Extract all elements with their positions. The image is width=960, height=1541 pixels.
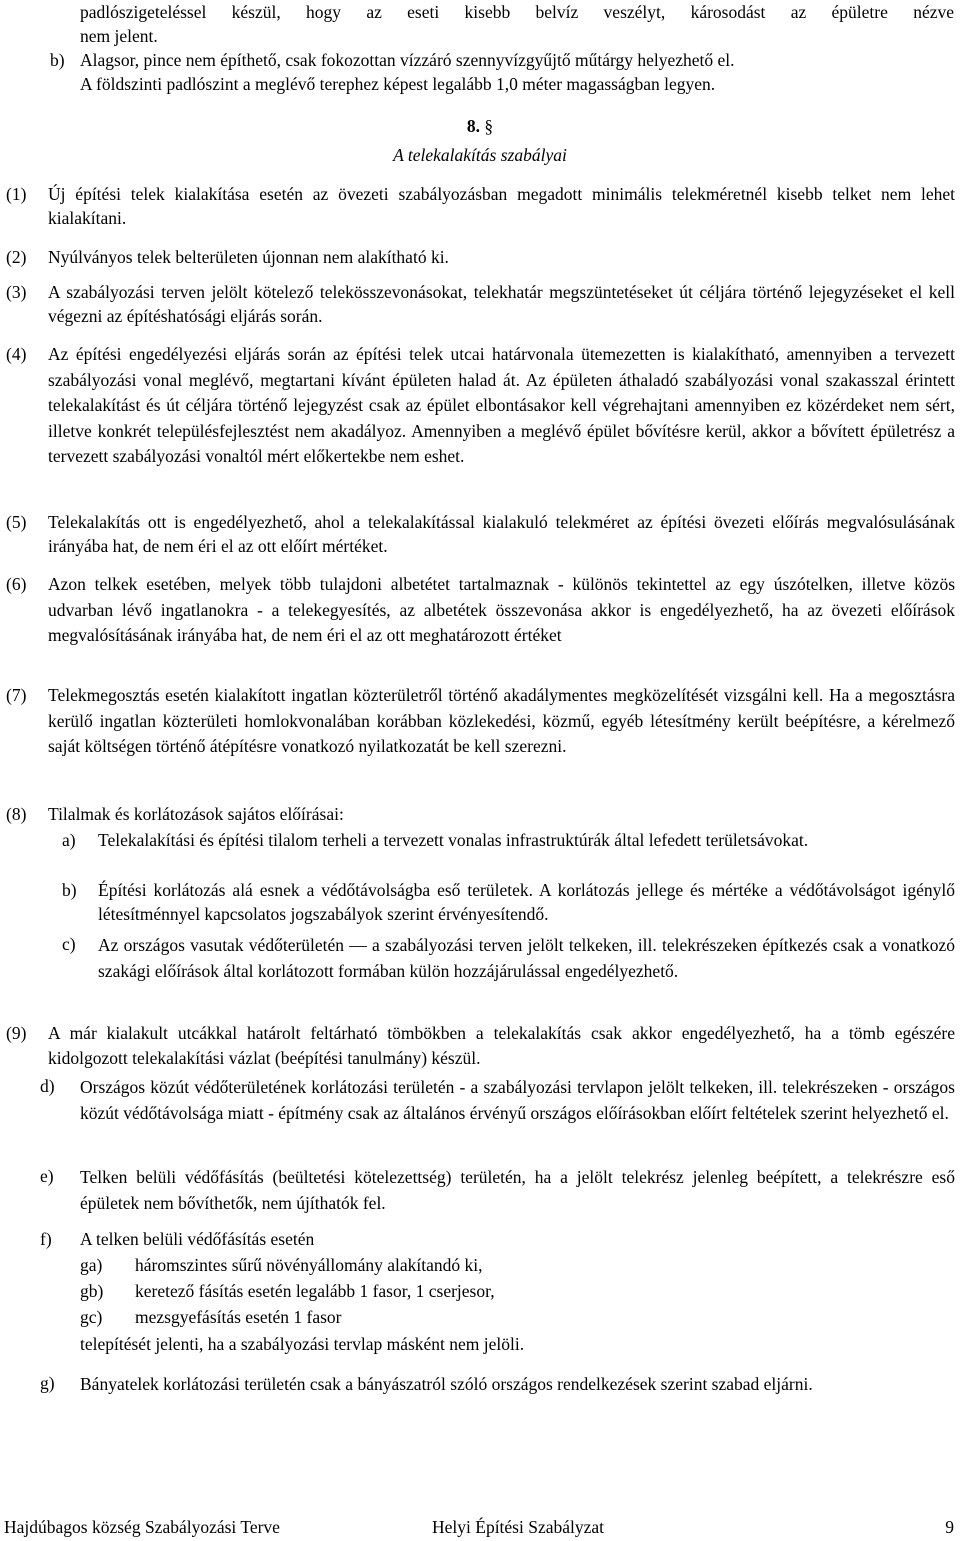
para-9-e-label: e) [40,1166,54,1186]
para-8-text: Tilalmak és korlátozások sajátos előírásai: [48,804,344,824]
intro-b-label: b) [50,50,65,70]
para-9-f-text: A telken belüli védőfásítás esetén [80,1229,315,1249]
para-9-d-label: d) [40,1076,55,1096]
para-5-num: (5) [6,512,27,532]
intro-line-2: nem jelent. [80,26,158,46]
para-9-g-text: Bányatelek korlátozási területén csak a bányászatról szóló országos rendelkezések szerint szabad eljárni. [80,1374,813,1394]
para-1-text: Új építési telek kialakítása esetén az övezeti szabályozásban megadott minimális telekméretnél kisebb telket nem lehet kialakítani. [48,184,955,228]
para-9-num: (9) [6,1023,27,1043]
footer-page-number: 9 [945,1517,954,1537]
para-3-num: (3) [6,282,27,302]
intro-b-line-1: Alagsor, pince nem építhető, csak fokozottan vízzáró szennyvízgyűjtő műtárgy helyezhető el. [80,50,735,70]
para-8-c-label: c) [62,934,76,954]
intro-b-line-2: A földszinti padlószint a meglévő terephez képest legalább 1,0 méter magasságban legyen. [80,74,716,94]
para-9-ga-label: ga) [80,1255,103,1275]
para-8-a-label: a) [62,830,76,850]
footer-section-title: Helyi Építési Szabályzat [432,1517,605,1537]
page-footer [0,1515,960,1539]
para-9-gb-label: gb) [80,1281,104,1301]
section-number-text: 8. [466,116,480,136]
para-6-num: (6) [6,574,27,594]
para-9-f-tail: telepítését jelenti, ha a szabályozási tervlap másként nem jelöli. [80,1334,525,1354]
para-9-f-label: f) [40,1229,52,1249]
section-number [0,114,960,138]
para-9-e-text: Telken belüli védőfásítás (beültetési kötelezettség) területén, ha a jelölt telekrész jelenleg beépített, a telekrészre eső épületek nem bővíthetők, nem újíthatók fel. [80,1167,955,1213]
section-title: A telekalakítás szabályai [393,145,567,165]
para-5-text: Telekalakítás ott is engedélyezhető, ahol a telekalakítással kialakuló telekméret az építési övezeti előírás megvalósulásának irányába hat, de nem éri el az ott előírt mértéket. [48,512,955,556]
para-7-text: Telekmegosztás esetén kialakított ingatlan közterületről történő akadálymentes megközelítését vizsgálni kell. Ha a megosztásra kerülő ingatlan közterületi homlokvonalában korábban közlekedési, közmű, egyéb létesítmény került beépítésre, a kérelmező saját költségen történő átépítésre vonatkozó nyilatkozatát be kell szerezni. [48,685,955,756]
para-9-gb-text: keretező fásítás esetén legalább 1 fasor, 1 cserjesor, [135,1281,495,1301]
section-symbol: § [484,116,494,136]
para-8-num: (8) [6,804,27,824]
para-8-a-text: Telekalakítási és építési tilalom terheli a tervezett vonalas infrastruktúrák által lefedett területsávokat. [98,830,809,850]
para-2-num: (2) [6,247,27,267]
para-9-ga-text: háromszintes sűrű növényállomány alakítandó ki, [135,1255,483,1275]
para-4-text: Az építési engedélyezési eljárás során az építési telek utcai határvonala ütemezetten is kialakítható, amennyiben a tervezett szabályozási vonal meglévő, megtartani kívánt épületen halad át. Az épületen áthaladó szabályozási vonal szakasszal érintett telekalakítást és út céljára történő lejegyzést csak az épület elbontásakor kell végrehajtani amennyiben ez közérdeket nem sért, illetve konkrét településfejlesztést nem akadályoz. Amennyiben a meglévő épület bővítésre kerül, akkor a bővített épületrész a tervezett szabályozási vonaltól mért előkertekbe nem eshet. [48,344,955,467]
footer-document-title: Hajdúbagos község Szabályozási Terve [4,1517,280,1537]
para-8-c-text: Az országos vasutak védőterületén — a szabályozási terven jelölt telkeken, ill. telekrészeken építkezés csak a vonatkozó szakági előírások által korlátozott formában külön hozzájárulással engedélyezhető. [98,935,955,981]
para-1-num: (1) [6,184,27,204]
para-9-gc-label: gc) [80,1307,103,1327]
para-9-g-label: g) [40,1373,55,1393]
para-2-text: Nyúlványos telek belterületen újonnan nem alakítható ki. [48,247,449,267]
para-9-gc-text: mezsgyefásítás esetén 1 fasor [135,1307,342,1327]
para-7-num: (7) [6,685,27,705]
para-9-text: A már kialakult utcákkal határolt feltárható tömbökben a telekalakítás csak akkor engedélyezhető, ha a tömb egészére kidolgozott telekalakítási vázlat (beépítési tanulmány) készül. [48,1023,955,1068]
para-4-num: (4) [6,344,27,364]
para-9-d-text: Országos közút védőterületének korlátozási területén - a szabályozási tervlapon jelölt telkeken, ill. telekrészeken - országos közút védőtávolsága miatt - építmény csak az általános érvényű országos előírásokban előírt feltételek szerint helyezhető el. [80,1077,955,1123]
intro-line-1: padlószigeteléssel készül, hogy az eseti kisebb belvíz veszélyt, károsodást az épületre nézve [80,2,954,22]
para-6-text: Azon telkek esetében, melyek több tulajdoni albetétet tartalmaznak - különös tekintettel az egy úszótelken, illetve közös udvarban lévő ingatlanokra - a telekegyesítés, az albetétek összevonása akkor is engedélyezhető, ha az övezeti előírások megvalósításának irányába hat, de nem éri el az ott meghatározott értéket [48,574,955,645]
para-8-b-label: b) [62,880,77,900]
para-8-b-text: Építési korlátozás alá esnek a védőtávolságba eső területek. A korlátozás jellege és mértéke a védőtávolságot igénylő létesítménnyel kapcsolatos jogszabályok szerint érvényesítendő. [98,880,955,924]
para-3-text: A szabályozási terven jelölt kötelező telekösszevonásokat, telekhatár megszüntetéseket út céljára történő lejegyzéseket el kell végezni az építéshatósági eljárás során. [48,282,955,326]
